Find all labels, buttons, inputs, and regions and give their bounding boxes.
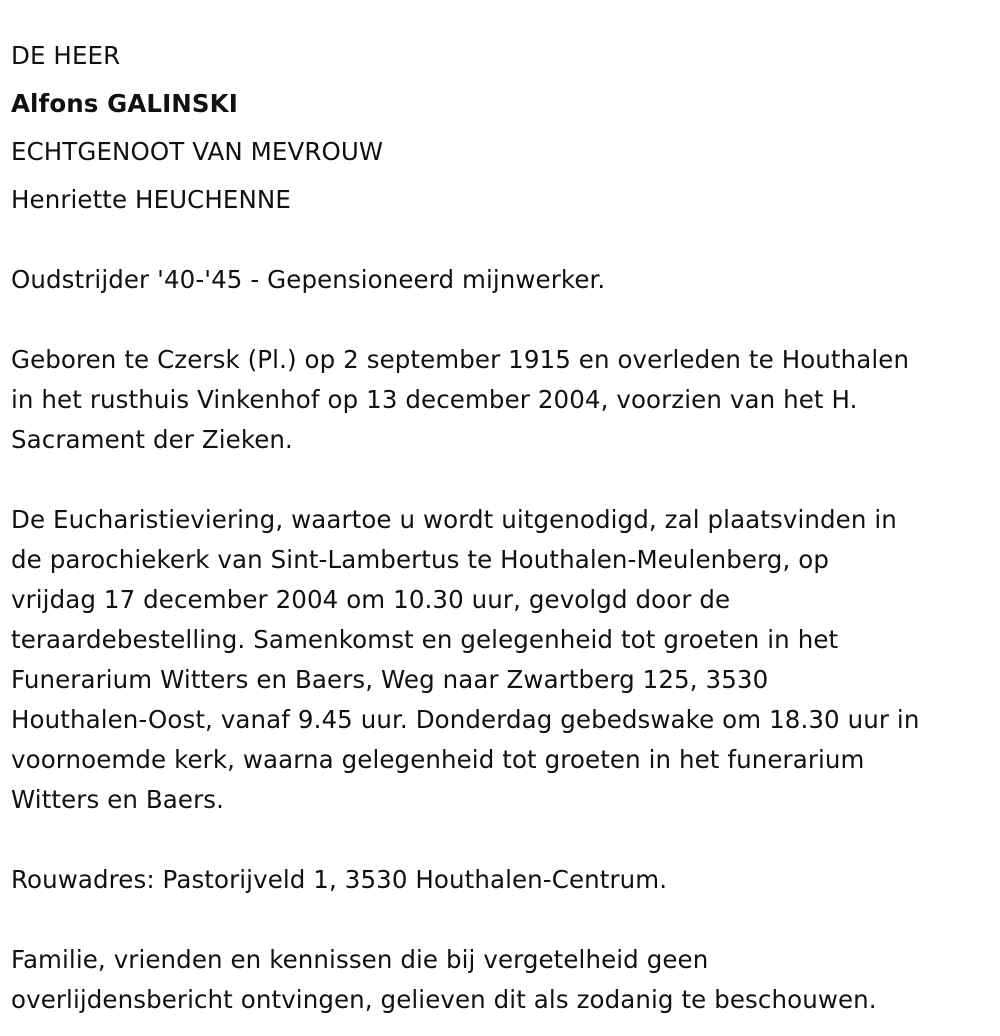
paragraph-line: Funerarium Witters en Baers, Weg naar Zwartberg 125, 3530 bbox=[11, 665, 769, 694]
paragraph-line: teraardebestelling. Samenkomst en gelegenheid tot groeten in het bbox=[11, 625, 839, 654]
paragraph-line: Sacrament der Zieken. bbox=[11, 425, 293, 454]
paragraph-line: in het rusthuis Vinkenhof op 13 december 2004, voorzien van het H. bbox=[11, 385, 858, 414]
paragraph-line: Witters en Baers. bbox=[11, 785, 225, 814]
ceremony-paragraph bbox=[11, 500, 996, 820]
spouse-name: Henriette HEUCHENNE bbox=[11, 185, 291, 214]
paragraph-line: Familie, vrienden en kennissen die bij vergetelheid geen bbox=[11, 945, 709, 974]
deceased-name: Alfons GALINSKI bbox=[11, 89, 238, 118]
relation-line: ECHTGENOOT VAN MEVROUW bbox=[11, 137, 384, 166]
mourning-address: Rouwadres: Pastorijveld 1, 3530 Houthalen-Centrum. bbox=[11, 865, 668, 894]
closing-paragraph bbox=[11, 940, 996, 1020]
paragraph-line: Geboren te Czersk (Pl.) op 2 september 1915 en overleden te Houthalen bbox=[11, 345, 910, 374]
paragraph-line: De Eucharistieviering, waartoe u wordt uitgenodigd, zal plaatsvinden in bbox=[11, 505, 897, 534]
birth-death-paragraph bbox=[11, 340, 996, 460]
occupation-line: Oudstrijder '40-'45 - Gepensioneerd mijnwerker. bbox=[11, 265, 606, 294]
paragraph-line: Houthalen-Oost, vanaf 9.45 uur. Donderdag gebedswake om 18.30 uur in bbox=[11, 705, 920, 734]
paragraph-line: overlijdensbericht ontvingen, gelieven dit als zodanig te beschouwen. bbox=[11, 985, 877, 1014]
paragraph-line: de parochiekerk van Sint-Lambertus te Houthalen-Meulenberg, op bbox=[11, 545, 829, 574]
paragraph-line: vrijdag 17 december 2004 om 10.30 uur, gevolgd door de bbox=[11, 585, 731, 614]
honorific: DE HEER bbox=[11, 41, 121, 70]
paragraph-line: voornoemde kerk, waarna gelegenheid tot groeten in het funerarium bbox=[11, 745, 865, 774]
